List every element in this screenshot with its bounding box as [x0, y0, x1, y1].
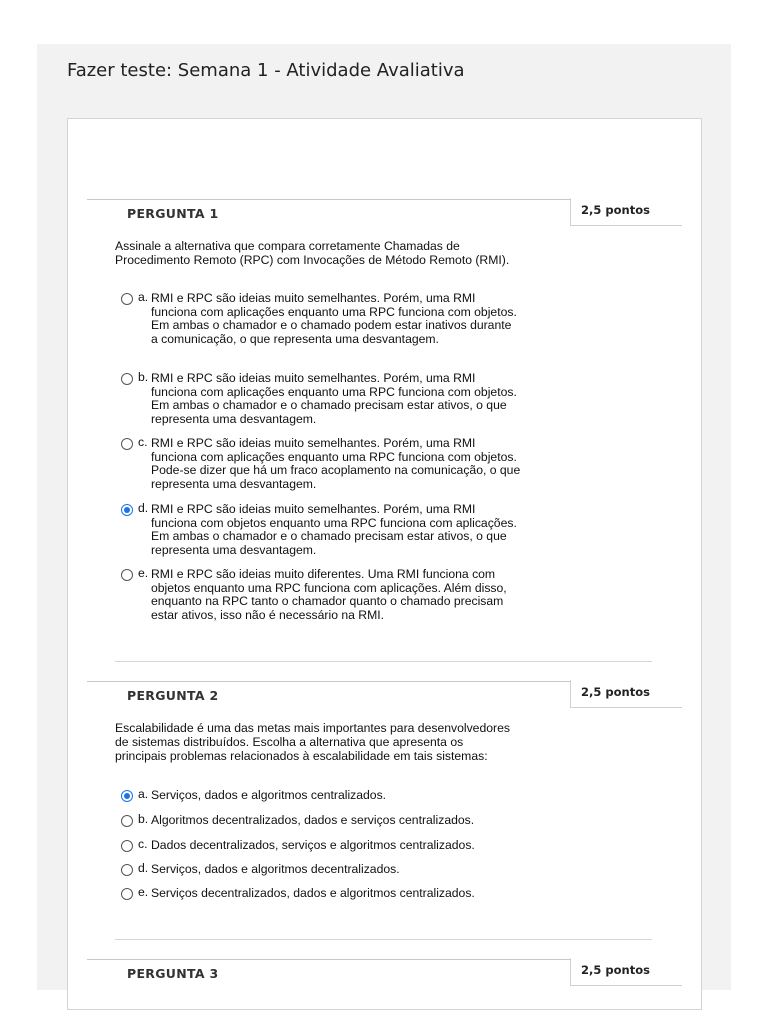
option-text: Algoritmos decentralizados, dados e serviços centralizados.	[151, 813, 475, 827]
question-2-text: Escalabilidade é uma das metas mais importantes para desenvolvedores de sistemas distribuídos. Escolha a alternativa que apresenta os principais problemas relacionados à escalabilidade em tais sistemas:	[115, 721, 510, 763]
option-text: Serviços, dados e algoritmos centralizados.	[151, 788, 387, 802]
radio-button[interactable]	[121, 438, 133, 450]
radio-button[interactable]	[121, 888, 133, 900]
radio-button[interactable]	[121, 569, 133, 581]
option-letter: e.	[138, 885, 149, 899]
option-text: RMI e RPC são ideias muito semelhantes. Porém, uma RMI funciona com aplicações enquanto uma RPC funciona com objetos. Em ambas o chamador e o chamado precisam estar ativos, o que representa uma desvantagem.	[151, 371, 517, 426]
question-1-label: PERGUNTA 1	[127, 206, 219, 221]
option-letter: b.	[138, 370, 149, 384]
option-letter: a.	[138, 290, 149, 304]
question-3-points: 2,5 pontos	[581, 963, 650, 977]
radio-button[interactable]	[121, 840, 133, 852]
question-1-points: 2,5 pontos	[581, 203, 650, 217]
option-text: RMI e RPC são ideias muito diferentes. Uma RMI funciona com objetos enquanto uma RPC funciona com aplicações. Além disso, enquanto na RPC tanto o chamador quanto o chamado precisam estar ativos, isso não é necessário na RMI.	[151, 567, 507, 622]
question-1-header	[87, 199, 681, 226]
option-letter: e.	[138, 566, 149, 580]
option-text: Serviços, dados e algoritmos decentralizados.	[151, 862, 400, 876]
radio-button[interactable]	[121, 373, 133, 385]
question-2-header	[87, 681, 681, 708]
radio-button[interactable]	[121, 815, 133, 827]
question-1-points-box	[570, 198, 682, 226]
option-letter: c.	[138, 837, 148, 851]
option-letter: d.	[138, 861, 149, 875]
option-letter: b.	[138, 812, 149, 826]
question-2-points: 2,5 pontos	[581, 685, 650, 699]
question-3-header	[87, 959, 681, 986]
option-letter: d.	[138, 501, 149, 515]
option-text: RMI e RPC são ideias muito semelhantes. Porém, uma RMI funciona com aplicações enquanto uma RPC funciona com objetos. Em ambas o chamador e o chamado podem estar inativos durante a comunicação, o que representa uma desvantagem.	[151, 291, 517, 346]
question-2-label: PERGUNTA 2	[127, 688, 219, 703]
option-letter: a.	[138, 787, 149, 801]
option-letter: c.	[138, 435, 148, 449]
question-divider	[115, 661, 652, 662]
option-text: Dados decentralizados, serviços e algoritmos centralizados.	[151, 838, 475, 852]
option-text: RMI e RPC são ideias muito semelhantes. Porém, uma RMI funciona com objetos enquanto uma RPC funciona com aplicações. Em ambas o chamador e o chamado precisam estar ativos, o que representa uma desvantagem.	[151, 502, 517, 557]
radio-button[interactable]	[121, 864, 133, 876]
option-text: RMI e RPC são ideias muito semelhantes. Porém, uma RMI funciona com aplicações enquanto uma RPC funciona com objetos. Pode-se dizer que há um fraco acoplamento na comunicação, o que representa uma desvantagem.	[151, 436, 521, 491]
radio-button[interactable]	[121, 293, 133, 305]
page-title: Fazer teste: Semana 1 - Atividade Avaliativa	[67, 60, 465, 81]
question-2-points-box	[570, 680, 682, 708]
radio-button-selected[interactable]	[121, 504, 133, 516]
radio-button-selected[interactable]	[121, 790, 133, 802]
question-3-points-box	[570, 958, 682, 986]
option-text: Serviços decentralizados, dados e algoritmos centralizados.	[151, 886, 475, 900]
question-3-label: PERGUNTA 3	[127, 966, 219, 981]
question-divider	[115, 939, 652, 940]
question-1-text: Assinale a alternativa que compara corretamente Chamadas de Procedimento Remoto (RPC) com Invocações de Método Remoto (RMI).	[115, 239, 510, 267]
